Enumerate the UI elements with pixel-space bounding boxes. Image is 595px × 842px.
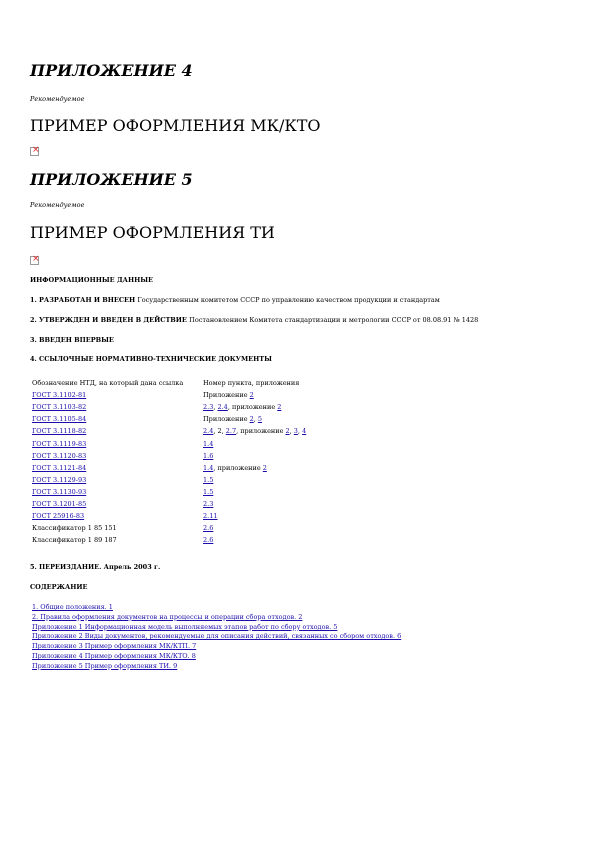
document-link[interactable]: ГОСТ 3.1118-82 <box>32 427 87 436</box>
document-link[interactable]: ГОСТ 3.1103-82 <box>32 403 87 412</box>
document-link[interactable]: ГОСТ 3.1119-83 <box>32 439 87 448</box>
broken-image-icon <box>30 147 39 156</box>
section-link[interactable]: 2.11 <box>203 512 218 521</box>
broken-image-icon <box>30 256 39 265</box>
section-link[interactable]: 2.7 <box>225 427 237 436</box>
table-row <box>32 389 306 401</box>
table-row <box>32 413 306 425</box>
info-item-1-label: 1. РАЗРАБОТАН И ВНЕСЕН <box>30 296 136 304</box>
appendix-5-example-title: ПРИМЕР ОФОРМЛЕНИЯ ТИ <box>30 223 275 242</box>
section-link[interactable]: 2.3 <box>203 499 214 508</box>
section-link[interactable]: 1.4 <box>203 463 214 472</box>
section-link[interactable]: 2 <box>249 391 254 400</box>
appendix-4-example-title: ПРИМЕР ОФОРМЛЕНИЯ МК/КТО <box>30 116 321 135</box>
document-label: Классификатор 1 85 151 <box>32 524 117 533</box>
section-text: , <box>213 403 218 412</box>
document-link[interactable]: ГОСТ 3.1130-93 <box>32 487 87 496</box>
info-item-2-label: 2. УТВЕРЖДЕН И ВВЕДЕН В ДЕЙСТВИЕ <box>30 316 187 324</box>
section-text: , 2, <box>213 427 226 436</box>
section-link[interactable]: 2.6 <box>203 536 214 545</box>
info-item-5: 5. ПЕРЕИЗДАНИЕ. Апрель 2003 г. <box>30 563 161 571</box>
section-link[interactable]: 1.5 <box>203 475 214 484</box>
section-link[interactable]: 2.6 <box>203 524 214 533</box>
reference-documents-table <box>32 377 306 546</box>
section-link[interactable]: 2.4 <box>203 427 214 436</box>
section-link[interactable]: 1.5 <box>203 487 214 496</box>
table-row <box>32 498 306 510</box>
info-item-2 <box>30 316 478 324</box>
appendix-5-status: Рекомендуемое <box>30 201 85 209</box>
toc-link[interactable]: Приложение 4 Пример оформления МК/КТО. 8 <box>32 651 196 660</box>
section-link[interactable]: 1.4 <box>203 439 214 448</box>
table-row <box>32 462 306 474</box>
table-row <box>32 425 306 437</box>
document-link[interactable]: ГОСТ 3.1120-83 <box>32 451 87 460</box>
section-text: , <box>253 415 258 424</box>
info-item-2-text: Постановлением Комитета стандартизации и метрологии СССР от 08.08.91 № 1428 <box>189 316 479 324</box>
section-text: Приложение <box>203 391 250 400</box>
toc-heading: СОДЕРЖАНИЕ <box>30 583 88 591</box>
section-text: , <box>297 427 303 436</box>
document-link[interactable]: ГОСТ 3.1105-84 <box>32 415 87 424</box>
info-item-1-text: Государственным комитетом СССР по управлению качеством продукции и стандартам <box>137 296 440 304</box>
table-header-row <box>32 377 306 389</box>
document-link[interactable]: ГОСТ 3.1201-85 <box>32 499 87 508</box>
toc-list <box>32 603 401 672</box>
toc-link[interactable]: 1. Общие положения. 1 <box>32 603 113 611</box>
document-link[interactable]: ГОСТ 25916-83 <box>32 512 85 521</box>
appendix-4-title: ПРИЛОЖЕНИЕ 4 <box>30 61 193 80</box>
appendix-5-title: ПРИЛОЖЕНИЕ 5 <box>30 170 193 189</box>
table-row <box>32 474 306 486</box>
section-link[interactable]: 5 <box>257 415 263 424</box>
table-row <box>32 534 306 546</box>
section-text: , приложение <box>236 427 286 436</box>
document-link[interactable]: ГОСТ 3.1129-93 <box>32 475 87 484</box>
document-link[interactable]: ГОСТ 3.1102-81 <box>32 391 87 400</box>
section-link[interactable]: 2 <box>277 403 282 412</box>
section-link[interactable]: 2.4 <box>217 403 228 412</box>
info-item-3: 3. ВВЕДЕН ВПЕРВЫЕ <box>30 336 114 344</box>
document-link[interactable]: ГОСТ 3.1121-84 <box>32 463 87 472</box>
section-link[interactable]: 4 <box>302 427 307 436</box>
appendix-4-status: Рекомендуемое <box>30 95 85 103</box>
toc-link[interactable]: Приложение 5 Пример оформления ТИ. 9 <box>32 661 178 670</box>
section-text: , <box>289 427 294 436</box>
toc-link[interactable]: 2. Правила оформления документов на процессы и операции сбора отходов. 2 <box>32 612 303 621</box>
section-text: , приложение <box>227 403 278 412</box>
section-text: , приложение <box>213 463 263 472</box>
info-heading: ИНФОРМАЦИОННЫЕ ДАННЫЕ <box>30 276 154 284</box>
table-row <box>32 450 306 462</box>
section-link[interactable]: 2 <box>249 415 254 424</box>
section-link[interactable]: 2 <box>262 463 267 472</box>
section-link[interactable]: 2 <box>285 427 290 436</box>
table-row <box>32 401 306 413</box>
section-link[interactable]: 1.6 <box>203 451 214 460</box>
toc-link[interactable]: Приложение 2 Виды документов, рекомендуемые для описания действий, связанных со сбором отходов. 6 <box>32 632 402 641</box>
table-row <box>32 522 306 534</box>
table-row <box>32 437 306 449</box>
document-label: Классификатор 1 89 187 <box>32 536 117 545</box>
info-item-1 <box>30 296 440 304</box>
column-header-document: Обозначение НТД, на который дана ссылка <box>32 379 184 388</box>
table-row <box>32 510 306 522</box>
section-link[interactable]: 3 <box>293 427 298 436</box>
table-row <box>32 486 306 498</box>
info-item-4: 4. ССЫЛОЧНЫЕ НОРМАТИВНО-ТЕХНИЧЕСКИЕ ДОКУМЕНТЫ <box>30 355 272 363</box>
column-header-section: Номер пункта, приложения <box>203 379 300 388</box>
toc-link[interactable]: Приложение 3 Пример оформления МК/КТП. 7 <box>32 642 197 651</box>
section-link[interactable]: 2.3 <box>203 403 214 412</box>
toc-link[interactable]: Приложение 1 Информационная модель выполняемых этапов работ по сбору отходов. 5 <box>32 622 338 631</box>
section-text: Приложение <box>203 415 250 424</box>
